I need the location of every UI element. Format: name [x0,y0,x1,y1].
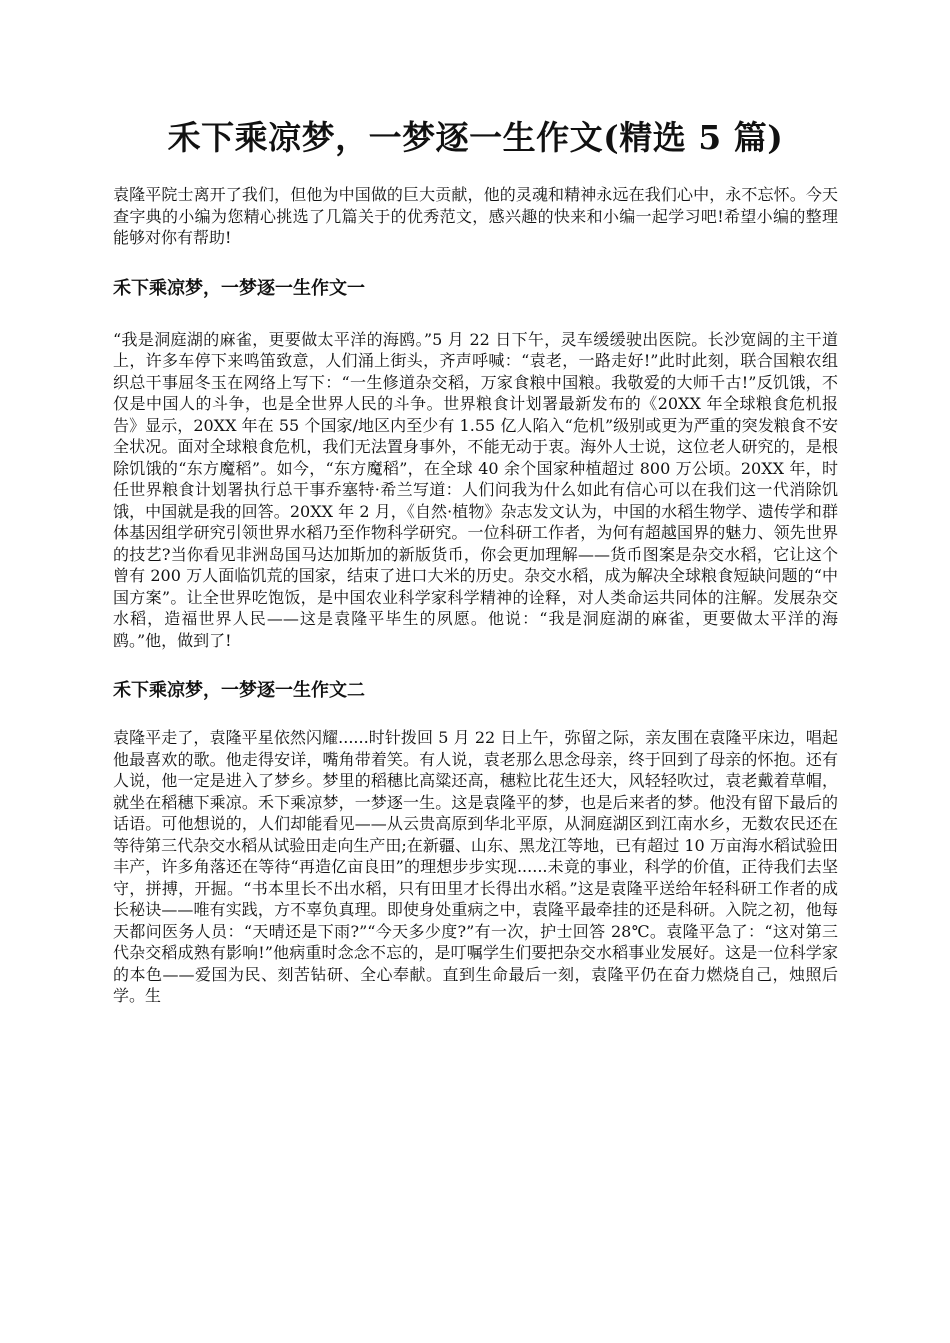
intro-paragraph: 袁隆平院士离开了我们，但他为中国做的巨大贡献，他的灵魂和精神永远在我们心中，永不忘怀。今天查字典的小编为您精心挑选了几篇关于的优秀范文，感兴趣的快来和小编一起学习吧!希望小编的整理能够对你有帮助! [113,185,838,247]
section-heading-2: 禾下乘凉梦，一梦逐一生作文二 [113,680,365,701]
document-page [0,113,950,1343]
section-body-1: “我是洞庭湖的麻雀，更要做太平洋的海鸥。”5 月 22 日下午，灵车缓缓驶出医院。长沙宽阔的主干道上，许多车停下来鸣笛致意，人们涌上街头，齐声呼喊：“袁老，一路走好!”此时此刻，联合国粮农组织总干事屈冬玉在网络上写下：“一生修道杂交稻，万家食粮中国粮。我敬爱的大师千古!”反饥饿，不仅是中国人的斗争，也是全世界人民的斗争。世界粮食计划署最新发布的《20XX 年全球粮食危机报告》显示，20XX 年在 55 个国家/地区内至少有 1.55 亿人陷入“危机”级别或更为严重的突发粮食不安全状况。面对全球粮食危机，我们无法置身事外，不能无动于衷。海外人士说，这位老人研究的，是根除饥饿的“东方魔稻”。如今，“东方魔稻”，在全球 40 余个国家种植超过 800 万公顷。20XX 年，时任世界粮食计划署执行总干事乔塞特·希兰写道：人们问我为什么如此有信心可以在我们这一代消除饥饿，中国就是我的回答。20XX 年 2 月，《自然·植物》杂志发文认为，中国的水稻生物学、遗传学和群体基因组学研究引领世界水稻乃至作物科学研究。一位科研工作者，为何有超越国界的魅力、领先世界的技艺?当你看见非洲岛国马达加斯加的新版货币，你会更加理解——货币图案是杂交水稻，它让这个曾有 200 万人面临饥荒的国家，结束了进口大米的历史。杂交水稻，成为解决全球粮食短缺问题的“中国方案”。让全世界吃饱饭，是中国农业科学家科学精神的诠释，对人类命运共同体的注解。发展杂交水稻，造福世界人民——这是袁隆平毕生的夙愿。他说：“我是洞庭湖的麻雀，更要做太平洋的海鸥。”他，做到了! [113,329,838,650]
document-title: 禾下乘凉梦，一梦逐一生作文(精选 5 篇) [167,118,784,157]
section-heading-1: 禾下乘凉梦，一梦逐一生作文一 [113,277,365,299]
section-body-2: 袁隆平走了，袁隆平星依然闪耀......时针拨回 5 月 22 日上午，弥留之际，亲友围在袁隆平床边，唱起他最喜欢的歌。他走得安详，嘴角带着笑。有人说，袁老那么思念母亲，终于回到了母亲的怀抱。还有人说，他一定是进入了梦乡。梦里的稻穗比高粱还高，穗粒比花生还大，风轻轻吹过，袁老戴着草帽，就坐在稻穗下乘凉。禾下乘凉梦，一梦逐一生。这是袁隆平的梦，也是后来者的梦。他没有留下最后的话语。可他想说的，人们却能看见——从云贵高原到华北平原，从洞庭湖区到江南水乡，无数农民还在等待第三代杂交水稻从试验田走向生产田;在新疆、山东、黑龙江等地，已有超过 10 万亩海水稻试验田丰产，许多角落还在等待“再造亿亩良田”的理想步步实现......未竟的事业，科学的价值，正待我们去坚守，拼搏，开掘。“书本里长不出水稻，只有田里才长得出水稻。”这是袁隆平送给年轻科研工作者的成长秘诀——唯有实践，方不辜负真理。即使身处重病之中，袁隆平最牵挂的还是科研。入院之初，他每天都问医务人员：“天晴还是下雨?”“今天多少度?”有一次，护士回答 28℃。袁隆平急了：“这对第三代杂交稻成熟有影响!”他病重时念念不忘的，是叮嘱学生们要把杂交水稻事业发展好。这是一位科学家的本色——爱国为民、刻苦钻研、全心奉献。直到生命最后一刻，袁隆平仍在奋力燃烧自己，烛照后学。生 [113,728,838,1005]
